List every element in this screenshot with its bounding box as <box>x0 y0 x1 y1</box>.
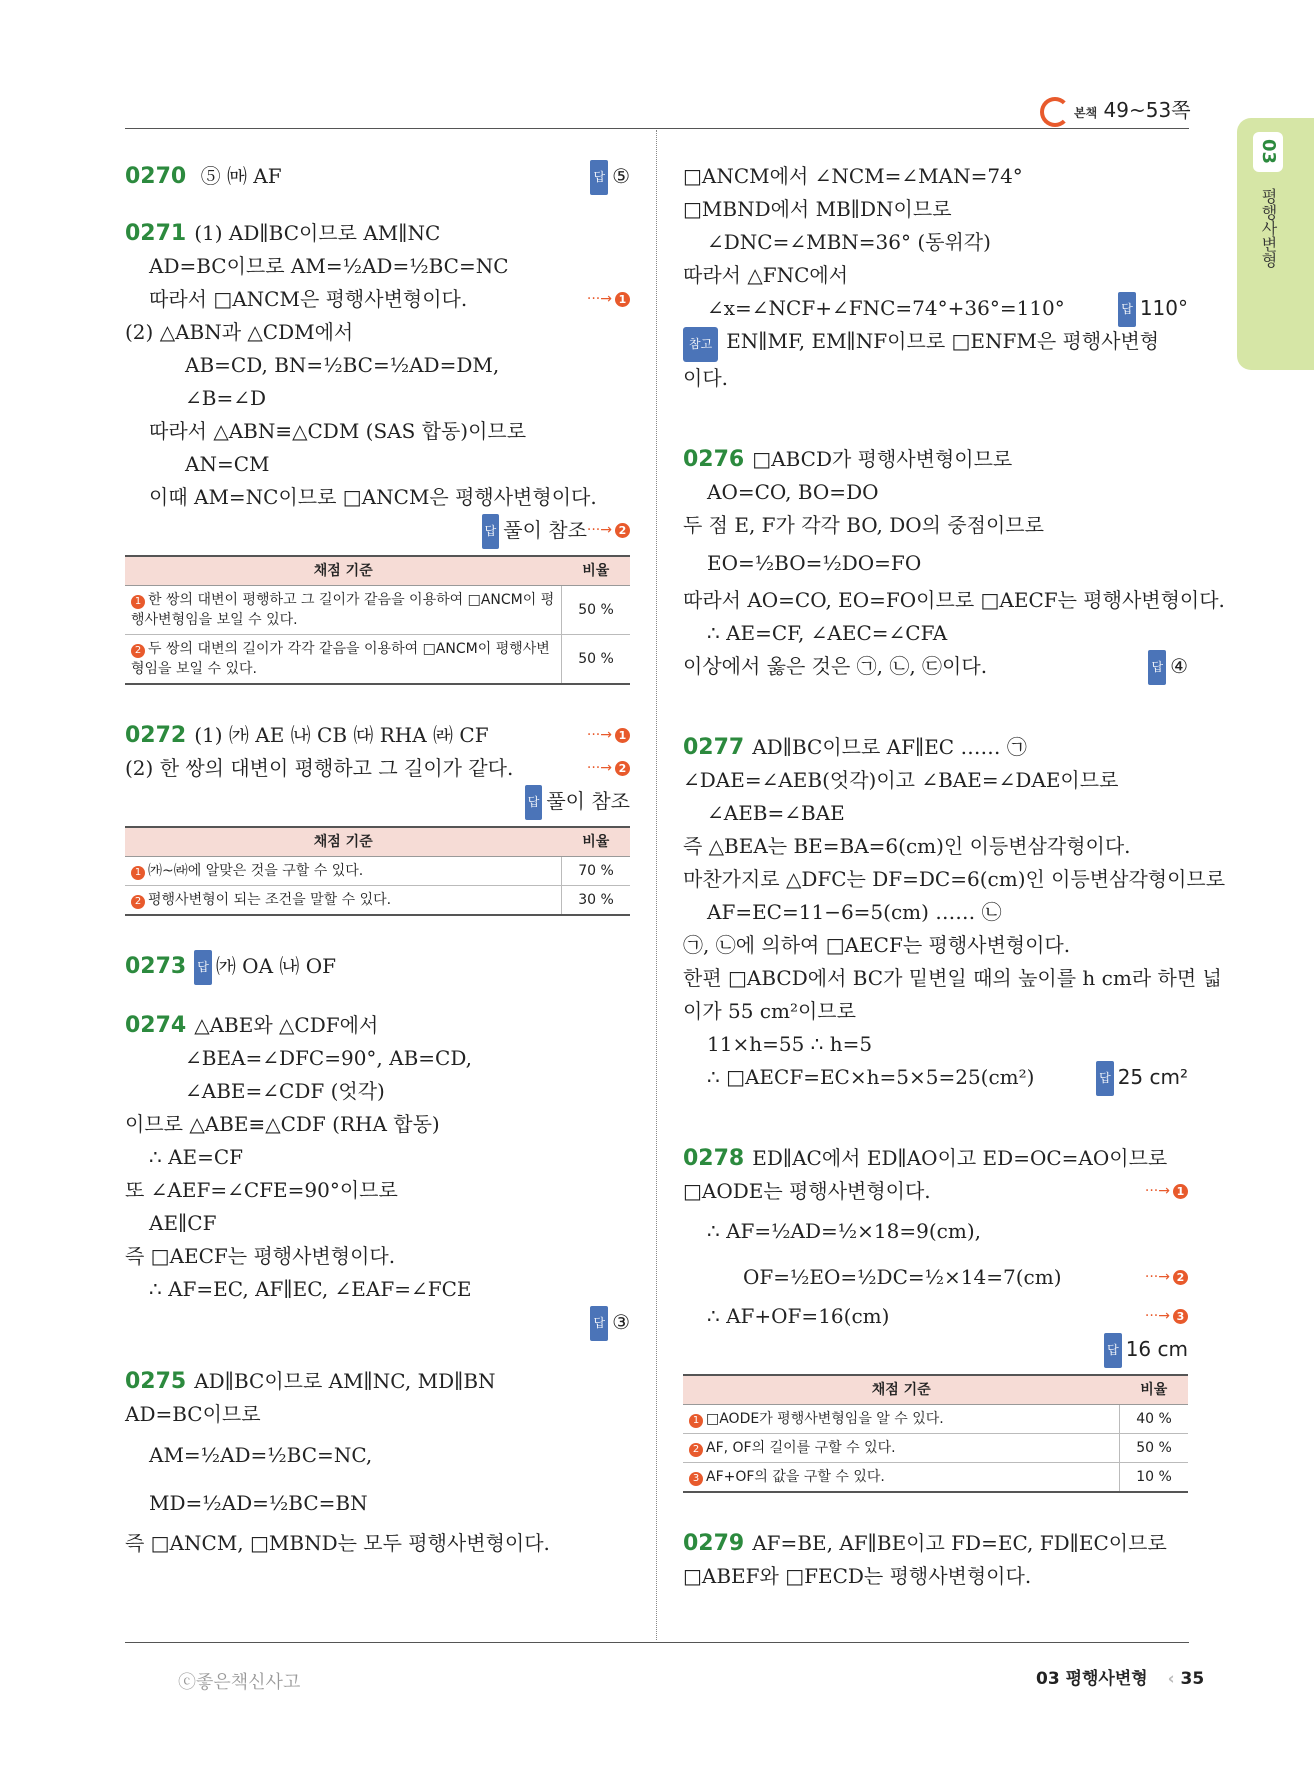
grading-table-0272: 채점 기준 비율 1 ㈎~㈑에 알맞은 것을 구할 수 있다. 70 % 2 평행사변형이 되는 조건을 말할 수 있다. 30 % <box>125 826 630 916</box>
page-footer: 03 평행사변형 ‹ 35 <box>1036 1669 1205 1689</box>
table-row: 1 ㈎~㈑에 알맞은 것을 구할 수 있다. 70 % <box>125 857 630 886</box>
note-badge: 참고 <box>683 327 718 362</box>
table-row: 2 두 쌍의 대변의 길이가 각각 같음을 이용하여 □ANCM이 평행사변형임을 보일 수 있다. 50 % <box>125 635 630 685</box>
problem-0279: 0279 AF=BE, AF∥BE이고 FD=EC, FD∥EC이므로 □ABEF와 □FECD는 평행사변형이다. <box>683 1531 1167 1588</box>
table-row: 2 평행사변형이 되는 조건을 말할 수 있다. 30 % <box>125 886 630 916</box>
answer-0271: 답 풀이 참조 <box>125 514 630 549</box>
problem-0274: 0274 △ABE와 △CDF에서 ∠BEA=∠DFC=90°, AB=CD, ∠ABE=∠CDF (엇각) 이므로 △ABE≡△CDF (RHA 합동) ∴ AE=CF 또 ∠AEF=∠CFE=90°이므로 AE∥CF 즉 □AECF는 평행사변형이다. ∴ AF=EC, AF∥EC, ∠EAF=∠FCE 답 ③ <box>125 1009 630 1341</box>
page-number: 35 <box>1180 1669 1205 1689</box>
chapter-title: 평행사변형 <box>1259 188 1278 268</box>
ref-pages: 49~53쪽 <box>1103 98 1191 122</box>
ref-label: 본책 <box>1074 106 1098 120</box>
grading-table-0271: 채점 기준 비율 1 한 쌍의 대변이 평행하고 그 길이가 같음을 이용하여 □ANCM이 평행사변형임을 보일 수 있다. 50 % 2 두 쌍의 대변의 길이가 각각 같음을 이용하여 □ANCM이 평행사변형임을 보일 수 있다. 50 % <box>125 555 630 685</box>
answer-icon: 답 <box>590 160 608 195</box>
problem-0275: 0275 AD∥BC이므로 AM∥NC, MD∥BN AD=BC이므로 AM=½AD=½BC=NC, MD=½AD=½BC=BN 즉 □ANCM, □MBND는 모두 평행사변형이다. <box>125 1369 550 1555</box>
grading-table-0278: 채점 기준 비율 1 □AODE가 평행사변형임을 알 수 있다. 40 % 2 AF, OF의 길이를 구할 수 있다. 50 % 3 AF+OF의 값을 구할 수 있다. 10 % <box>683 1374 1188 1493</box>
top-rule <box>125 128 1189 129</box>
table-row: 1 □AODE가 평행사변형임을 알 수 있다. 40 % <box>683 1405 1188 1434</box>
table-row: 3 AF+OF의 값을 구할 수 있다. 10 % <box>683 1463 1188 1493</box>
chapter-name: 03 평행사변형 <box>1036 1669 1148 1689</box>
problem-0275-continued: □ANCM에서 ∠NCM=∠MAN=74° □MBND에서 MB∥DN이므로 ∠DNC=∠MBN=36° (동위각) 따라서 △FNC에서 ∠x=∠NCF+∠FNC=74°+36°=110° 답 110° 참고 EN∥MF, EM∥NF이므로 □ENFM은 평행사변형 이다. <box>683 164 1188 390</box>
chapter-number: 03 <box>1253 132 1283 172</box>
problem-0273: 0273 답 ㈎ OA ㈏ OF <box>125 950 630 985</box>
problem-0277: 0277 AD∥BC이므로 AF∥EC …… ㉠ ∠DAE=∠AEB(엇각)이고 ∠BAE=∠DAE이므로 ∠AEB=∠BAE 즉 △BEA는 BE=BA=6(cm)인 이등변삼각형이다. 마찬가지로 △DFC는 DF=DC=6(cm)인 이등변삼각형이므로 AF=EC=11−6=5(cm) …… ㉡ ㉠, ㉡에 의하여 □AECF는 평행사변형이다. 한편 □ABCD에서 BC가 밑변일 때의 높이를 h cm라 하면 넓 이가 55 cm²이므로 11×h=55 ∴ h=5 ∴ □AECF=EC×h=5×5=25(cm²) 답 25 cm² <box>683 731 1188 1094</box>
problem-0278: 0278 ED∥AC에서 ED∥AO이고 ED=OC=AO이므로 □AODE는 평행사변형이다. ···→ 1 ∴ AF=½AD=½×18=9(cm), OF=½EO=½DC=½×14=7(cm) ···→ 2 ∴ AF+OF=16(cm) ···→ 3 답 16 cm <box>683 1142 1188 1368</box>
problem-0272: 0272 (1) ㈎ AE ㈏ CB ㈐ RHA ㈑ CF ···→ 1 (2) 한 쌍의 대변이 평행하고 그 길이가 같다. ···→ 2 답 풀이 참조 <box>125 719 630 820</box>
step-marker-1: ···→ 1 <box>587 283 630 316</box>
left-column <box>125 160 630 1560</box>
answer-0272: 답 풀이 참조 <box>125 785 630 820</box>
problem-0270: 0270 ⑤ ㈒ AF 답 ⑤ <box>125 160 630 193</box>
problem-0276: 0276 □ABCD가 평행사변형이므로 AO=CO, BO=DO 두 점 E, F가 각각 BO, DO의 중점이므로 EO=½BO=½DO=FO 따라서 AO=CO, EO=FO이므로 □AECF는 평행사변형이다. ∴ AE=CF, ∠AEC=∠CFA 이상에서 옳은 것은 ㉠, ㉡, ㉢이다. 답 ④ <box>683 443 1188 683</box>
column-divider <box>656 130 657 1640</box>
step-marker-2: ···→ 2 <box>587 514 630 547</box>
bottom-rule <box>125 1642 1189 1643</box>
answer-0270: 답 ⑤ <box>590 160 630 195</box>
right-column <box>683 160 1226 1593</box>
table-row: 2 AF, OF의 길이를 구할 수 있다. 50 % <box>683 1434 1188 1463</box>
answer-icon: 답 <box>482 514 500 549</box>
problem-0271: 0271 (1) AD∥BC이므로 AM∥NC AD=BC이므로 AM=½AD=½BC=NC 따라서 □ANCM은 평행사변형이다. ···→ 1 (2) △ABN과 △CDM에서 AB=CD, BN=½BC=½AD=DM, ∠B=∠D 따라서 △ABN≡△CDM (SAS 합동)이므로 AN=CM 이때 AM=NC이므로 □ANCM은 평행사변형이다. ···→ 2 답 풀이 참조 <box>125 217 630 549</box>
table-row: 1 한 쌍의 대변이 평행하고 그 길이가 같음을 이용하여 □ANCM이 평행사변형임을 보일 수 있다. 50 % <box>125 586 630 635</box>
answer-0274: 답 ③ <box>125 1306 630 1341</box>
chapter-tab <box>1237 118 1314 370</box>
page-reference <box>1040 94 1191 127</box>
return-arrow-icon <box>1040 97 1070 127</box>
publisher-credit: ⓒ좋은책신사고 <box>178 1672 301 1693</box>
